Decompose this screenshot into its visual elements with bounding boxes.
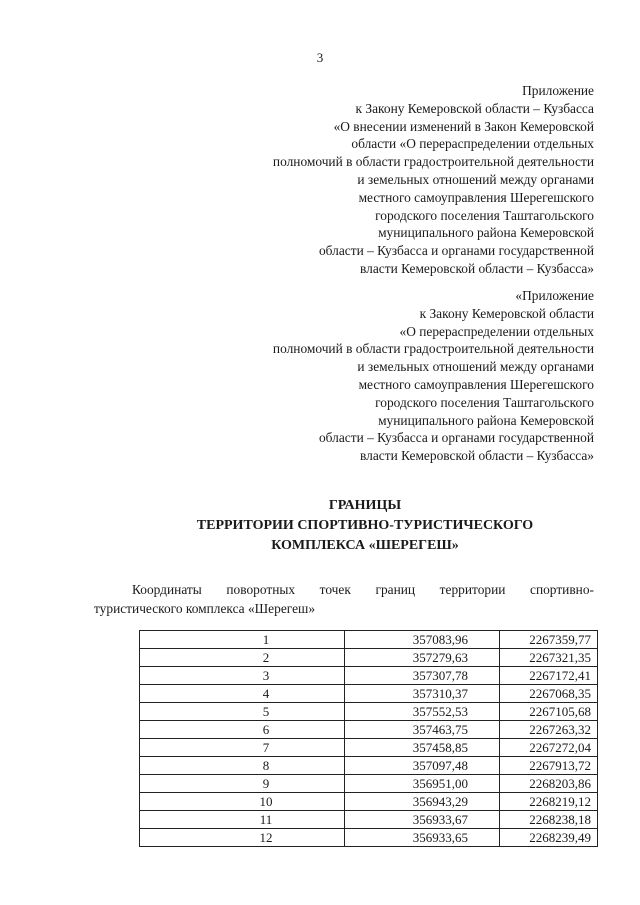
- x-coordinate-cell: 356933,65: [345, 829, 500, 847]
- appendix-line: и земельных отношений между органами: [357, 359, 594, 375]
- x-coordinate-cell: 356933,67: [345, 811, 500, 829]
- y-coordinate-cell: 2267359,77: [500, 631, 598, 649]
- appendix-line: «О перераспределении отдельных: [399, 323, 594, 339]
- point-number-cell: 8: [140, 757, 345, 775]
- y-coordinate-cell: 2267321,35: [500, 649, 598, 667]
- point-number-cell: 5: [140, 703, 345, 721]
- y-coordinate-cell: 2267913,72: [500, 757, 598, 775]
- appendix-line: к Закону Кемеровской области – Кузбасса: [355, 100, 594, 116]
- page-number: 3: [316, 50, 324, 65]
- intro-paragraph: [94, 580, 594, 618]
- table-row: [140, 757, 598, 775]
- table-row: [140, 721, 598, 739]
- table-row: [140, 829, 598, 847]
- intro-line-1: Координаты поворотных точек границ территории спортивно-: [132, 582, 594, 597]
- appendix-line: местного самоуправления Шерегешского: [358, 189, 594, 205]
- point-number-cell: 3: [140, 667, 345, 685]
- table-row: [140, 667, 598, 685]
- table-row: [140, 793, 598, 811]
- appendix-line: власти Кемеровской области – Кузбасса»: [360, 260, 594, 276]
- appendix-line: «О внесении изменений в Закон Кемеровской: [333, 118, 594, 134]
- appendix-line: к Закону Кемеровской области: [419, 305, 594, 321]
- y-coordinate-cell: 2268239,49: [500, 829, 598, 847]
- appendix-line: области – Кузбасса и органами государственной: [318, 430, 594, 446]
- x-coordinate-cell: 357307,78: [345, 667, 500, 685]
- title-line: КОМПЛЕКСА «ШЕРЕГЕШ»: [271, 538, 459, 553]
- document-title: [0, 496, 640, 556]
- appendix-line: «Приложение: [515, 288, 594, 303]
- point-number-cell: 1: [140, 631, 345, 649]
- appendix-line: муниципального района Кемеровской: [378, 412, 594, 428]
- appendix-header: [273, 82, 594, 278]
- x-coordinate-cell: 357279,63: [345, 649, 500, 667]
- point-number-cell: 11: [140, 811, 345, 829]
- table-row: [140, 631, 598, 649]
- appendix-line: полномочий в области градостроительной деятельности: [272, 341, 594, 357]
- appendix-line: области – Кузбасса и органами государственной: [318, 243, 594, 259]
- table-row: [140, 775, 598, 793]
- intro-line-2: туристического комплекса «Шерегеш»: [94, 601, 316, 616]
- x-coordinate-cell: 357083,96: [345, 631, 500, 649]
- appendix-line: и земельных отношений между органами: [357, 171, 594, 187]
- y-coordinate-cell: 2268203,86: [500, 775, 598, 793]
- point-number-cell: 4: [140, 685, 345, 703]
- coordinates-table: [139, 630, 598, 847]
- point-number-cell: 7: [140, 739, 345, 757]
- y-coordinate-cell: 2267068,35: [500, 685, 598, 703]
- table-row: [140, 703, 598, 721]
- x-coordinate-cell: 356943,29: [345, 793, 500, 811]
- appendix-line: городского поселения Таштагольского: [375, 207, 594, 223]
- y-coordinate-cell: 2267172,41: [500, 667, 598, 685]
- appendix-line: власти Кемеровской области – Кузбасса»: [360, 448, 594, 464]
- x-coordinate-cell: 356951,00: [345, 775, 500, 793]
- x-coordinate-cell: 357310,37: [345, 685, 500, 703]
- y-coordinate-cell: 2268238,18: [500, 811, 598, 829]
- appendix-line: полномочий в области градостроительной деятельности: [272, 154, 594, 170]
- y-coordinate-cell: 2267263,32: [500, 721, 598, 739]
- table-row: [140, 685, 598, 703]
- table-row: [140, 649, 598, 667]
- coordinates-table-body: [140, 631, 598, 847]
- table-row: [140, 739, 598, 757]
- x-coordinate-cell: 357552,53: [345, 703, 500, 721]
- point-number-cell: 2: [140, 649, 345, 667]
- appendix-line: области «О перераспределении отдельных: [351, 136, 594, 152]
- appendix-line: местного самоуправления Шерегешского: [358, 376, 594, 392]
- title-line: ТЕРРИТОРИИ СПОРТИВНО-ТУРИСТИЧЕСКОГО: [196, 518, 534, 533]
- appendix-line: городского поселения Таштагольского: [375, 394, 594, 410]
- y-coordinate-cell: 2267105,68: [500, 703, 598, 721]
- title-line: ГРАНИЦЫ: [328, 498, 402, 513]
- point-number-cell: 6: [140, 721, 345, 739]
- point-number-cell: 9: [140, 775, 345, 793]
- y-coordinate-cell: 2268219,12: [500, 793, 598, 811]
- point-number-cell: 10: [140, 793, 345, 811]
- quoted-appendix-header: [273, 287, 594, 465]
- x-coordinate-cell: 357097,48: [345, 757, 500, 775]
- table-row: [140, 811, 598, 829]
- y-coordinate-cell: 2267272,04: [500, 739, 598, 757]
- appendix-line: муниципального района Кемеровской: [378, 225, 594, 241]
- point-number-cell: 12: [140, 829, 345, 847]
- x-coordinate-cell: 357458,85: [345, 739, 500, 757]
- appendix-line: Приложение: [522, 83, 594, 98]
- x-coordinate-cell: 357463,75: [345, 721, 500, 739]
